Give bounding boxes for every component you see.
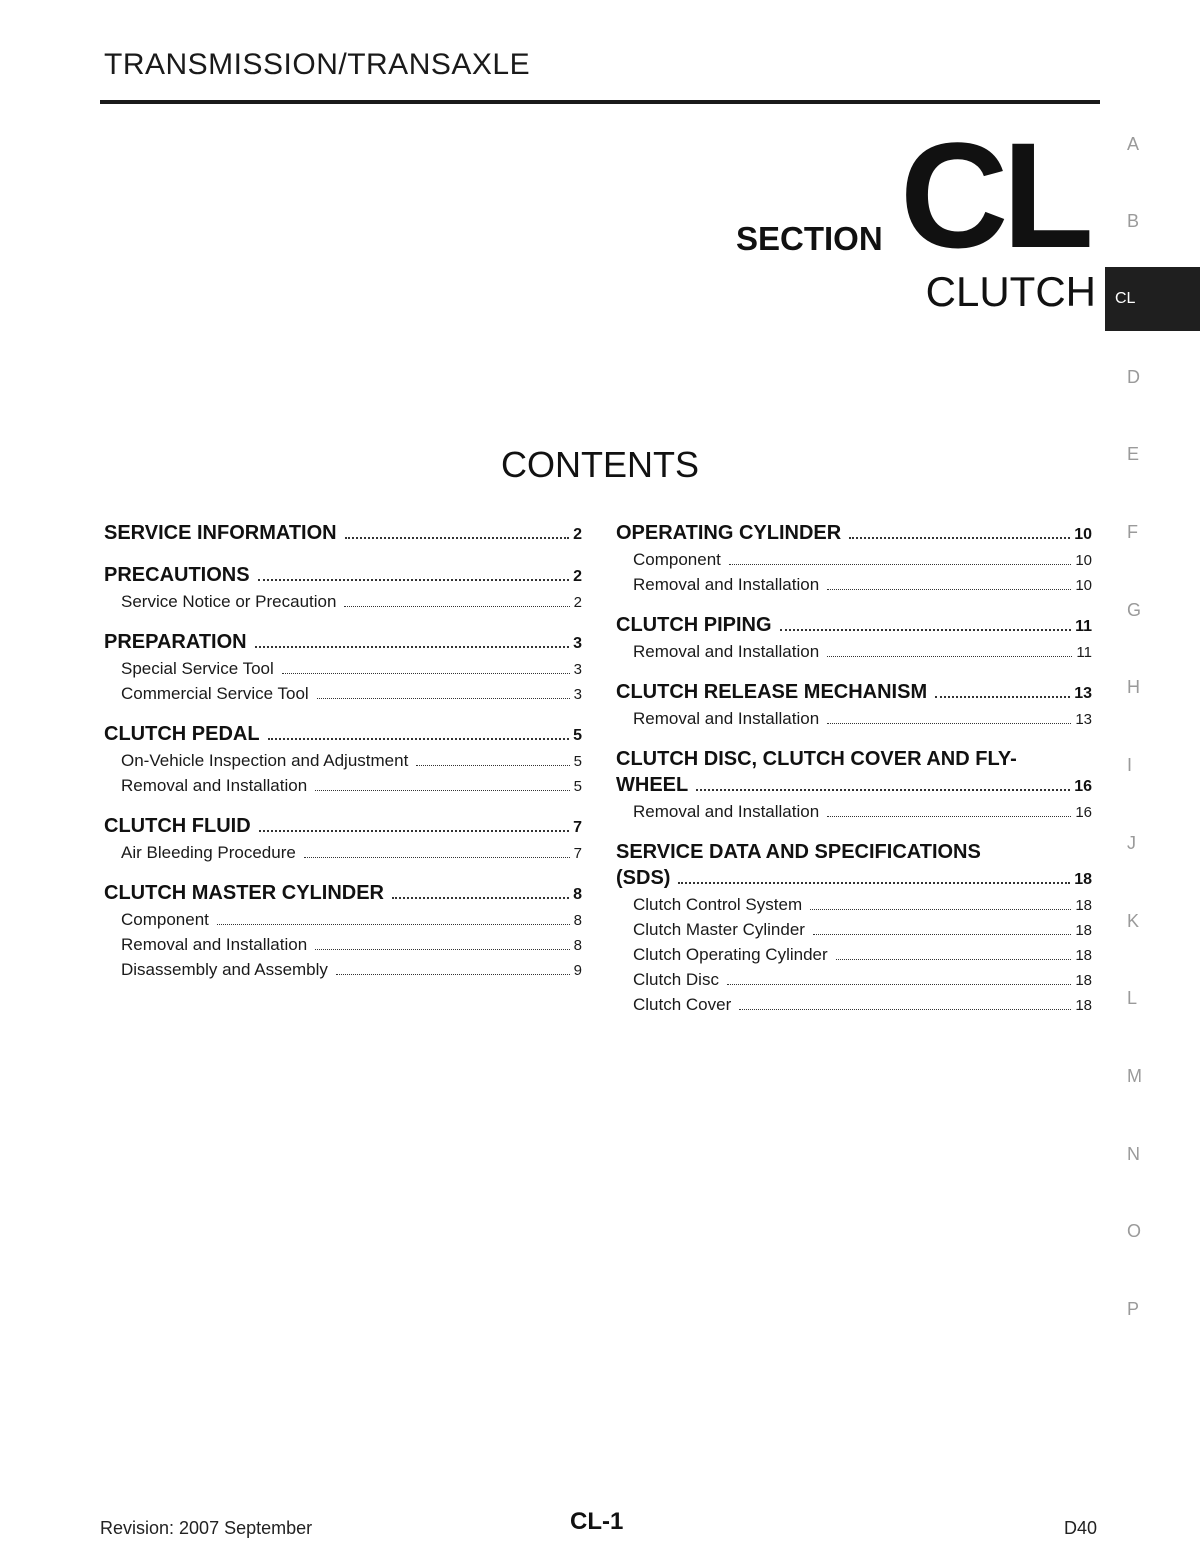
section-tab-a[interactable]: A (1127, 133, 1140, 154)
toc-group (104, 813, 582, 866)
toc-subentry-title: Clutch Operating Cylinder (633, 945, 828, 964)
toc-leader-dots (255, 646, 569, 648)
toc-leader-dots (827, 589, 1071, 590)
toc-subentry-title: Removal and Installation (121, 935, 308, 954)
toc-subentry-title: Clutch Control System (633, 895, 803, 914)
toc-subentry[interactable] (104, 774, 582, 799)
toc-entry[interactable] (104, 629, 582, 657)
toc-subentry-title: Service Notice or Precaution (121, 592, 337, 611)
toc-entry-page: 13 (1074, 685, 1092, 702)
toc-subentry-page: 7 (573, 845, 582, 862)
toc-leader-dots (317, 698, 570, 699)
toc-leader-dots (727, 984, 1071, 985)
toc-subentry[interactable] (616, 893, 1092, 918)
toc-subentry-page: 18 (1075, 972, 1092, 989)
toc-entry[interactable] (616, 520, 1092, 548)
section-tab-e[interactable]: E (1127, 444, 1140, 465)
toc-entry-title-line1[interactable] (616, 746, 1092, 772)
toc-leader-dots (780, 629, 1072, 631)
toc-leader-dots (678, 882, 1070, 884)
toc-subentry-page: 18 (1075, 997, 1092, 1014)
section-index-tabs (1105, 0, 1200, 1553)
section-tab-m[interactable]: M (1127, 1065, 1142, 1086)
toc-group (616, 746, 1092, 825)
toc-subentry[interactable] (104, 908, 582, 933)
toc-leader-dots (827, 723, 1071, 724)
toc-entry-page: 8 (573, 886, 582, 903)
section-tab-i[interactable]: I (1127, 755, 1133, 776)
toc-leader-dots (729, 564, 1071, 565)
toc-leader-dots (827, 656, 1072, 657)
toc-subentry-page: 2 (573, 594, 582, 611)
toc-subentry[interactable] (104, 682, 582, 707)
toc-entry-title-text: SERVICE DATA AND SPECIFICATIONS (616, 841, 981, 863)
toc-entry[interactable] (104, 721, 582, 749)
section-label: SECTION (736, 220, 883, 257)
toc-entry[interactable] (616, 679, 1092, 707)
section-tab-cl[interactable]: CL (1105, 267, 1200, 331)
toc-leader-dots (344, 606, 569, 607)
toc-subentry-title: Clutch Master Cylinder (633, 920, 805, 939)
toc-entry[interactable] (616, 612, 1092, 640)
toc-entry-title: PREPARATION (104, 631, 247, 653)
toc-group (104, 721, 582, 799)
toc-subentry-page: 11 (1076, 644, 1092, 661)
toc-group (104, 520, 582, 548)
toc-subentry-title: Clutch Cover (633, 995, 732, 1014)
toc-leader-dots (315, 790, 569, 791)
contents-title: CONTENTS (501, 444, 699, 485)
toc-entry-title: (SDS) (616, 867, 671, 889)
toc-leader-dots (813, 934, 1071, 935)
section-tab-g[interactable]: G (1127, 599, 1142, 620)
toc-entry-page: 10 (1074, 526, 1092, 543)
toc-subentry[interactable] (104, 590, 582, 615)
toc-left-column (104, 520, 582, 997)
toc-leader-dots (739, 1009, 1071, 1010)
toc-subentry-page: 3 (573, 686, 582, 703)
toc-subentry-title: Removal and Installation (633, 642, 820, 661)
toc-entry-title: CLUTCH MASTER CYLINDER (104, 882, 384, 904)
toc-subentry-title: Air Bleeding Procedure (121, 843, 296, 862)
toc-entry-page: 18 (1074, 871, 1092, 888)
toc-entry-title: SERVICE INFORMATION (104, 522, 337, 544)
toc-subentry[interactable] (616, 968, 1092, 993)
toc-entry[interactable] (104, 880, 582, 908)
toc-subentry[interactable] (616, 548, 1092, 573)
toc-leader-dots (810, 909, 1071, 910)
toc-leader-dots (259, 830, 569, 832)
toc-leader-dots (849, 537, 1070, 539)
toc-leader-dots (336, 974, 570, 975)
toc-entry-page: 11 (1075, 618, 1092, 635)
toc-subentry[interactable] (104, 841, 582, 866)
toc-subentry-page: 10 (1075, 552, 1092, 569)
toc-leader-dots (258, 579, 570, 581)
toc-subentry-title: Component (121, 910, 209, 929)
toc-subentry[interactable] (616, 943, 1092, 968)
toc-subentry-title: Special Service Tool (121, 659, 274, 678)
toc-leader-dots (282, 673, 570, 674)
toc-subentry-page: 18 (1075, 947, 1092, 964)
toc-entry-title-text: CLUTCH DISC, CLUTCH COVER AND FLY- (616, 748, 1017, 770)
toc-subentry[interactable] (616, 800, 1092, 825)
footer-page-code: CL-1 (570, 1508, 624, 1535)
toc-subentry-page: 5 (573, 753, 582, 770)
toc-leader-dots (268, 738, 570, 740)
toc-subentry-title: Removal and Installation (633, 709, 820, 728)
toc-subentry-title: Clutch Disc (633, 970, 719, 989)
header-rule (100, 100, 1100, 104)
toc-subentry-page: 8 (573, 937, 582, 954)
section-tab-k[interactable]: K (1127, 910, 1140, 931)
toc-subentry-page: 16 (1075, 804, 1092, 821)
toc-subentry-title: On-Vehicle Inspection and Adjustment (121, 751, 409, 770)
toc-subentry[interactable] (616, 707, 1092, 732)
section-tab-j[interactable]: J (1127, 832, 1136, 853)
toc-subentry[interactable] (616, 640, 1092, 665)
toc-subentry[interactable] (104, 749, 582, 774)
toc-leader-dots (827, 816, 1071, 817)
toc-entry-page: 5 (573, 727, 582, 744)
toc-entry-page: 7 (573, 819, 582, 836)
toc-subentry-page: 18 (1075, 922, 1092, 939)
toc-subentry-page: 10 (1075, 577, 1092, 594)
toc-entry[interactable] (104, 562, 582, 590)
toc-leader-dots (696, 789, 1070, 791)
toc-group (104, 562, 582, 615)
toc-subentry-title: Removal and Installation (633, 802, 820, 821)
toc-group (616, 520, 1092, 598)
section-tab-p[interactable]: P (1127, 1299, 1140, 1319)
section-tab-n[interactable]: N (1127, 1143, 1140, 1164)
toc-entry-title-line1[interactable] (616, 839, 1092, 865)
toc-entry-page: 3 (573, 635, 582, 652)
toc-subentry[interactable] (104, 657, 582, 682)
toc-subentry[interactable] (616, 993, 1092, 1018)
toc-subentry-page: 3 (573, 661, 582, 678)
toc-subentry-title: Removal and Installation (633, 575, 820, 594)
toc-entry[interactable] (616, 772, 1092, 800)
toc-leader-dots (392, 897, 569, 899)
section-tab-b[interactable]: B (1127, 211, 1140, 232)
toc-leader-dots (315, 949, 569, 950)
section-name: CLUTCH (925, 268, 1096, 315)
toc-subentry-page: 5 (573, 778, 582, 795)
toc-subentry[interactable] (616, 573, 1092, 598)
toc-subentry-title: Removal and Installation (121, 776, 308, 795)
toc-entry-page: 2 (573, 526, 582, 543)
toc-subentry-page: 9 (573, 962, 582, 979)
toc-subentry-title: Disassembly and Assembly (121, 960, 328, 979)
toc-subentry-page: 18 (1075, 897, 1092, 914)
toc-group (104, 880, 582, 983)
toc-subentry-title: Component (633, 550, 721, 569)
toc-right-column (616, 520, 1092, 1032)
toc-leader-dots (304, 857, 570, 858)
toc-entry-title: CLUTCH RELEASE MECHANISM (616, 681, 928, 703)
toc-subentry-page: 8 (573, 912, 582, 929)
toc-subentry[interactable] (104, 958, 582, 983)
section-tab-h[interactable]: H (1127, 677, 1140, 698)
toc-entry-page: 2 (573, 568, 582, 585)
toc-leader-dots (935, 696, 1070, 698)
toc-entry-title: CLUTCH PIPING (616, 614, 772, 636)
section-tab-d[interactable]: D (1127, 366, 1140, 387)
toc-entry-page: 16 (1074, 778, 1092, 795)
toc-subentry[interactable] (616, 918, 1092, 943)
section-tab-o[interactable]: O (1127, 1221, 1142, 1242)
toc-entry-title: PRECAUTIONS (104, 564, 250, 586)
section-code: CL (900, 111, 1088, 279)
toc-entry[interactable] (104, 520, 582, 548)
toc-group (616, 839, 1092, 1018)
toc-subentry-title: Commercial Service Tool (121, 684, 309, 703)
toc-subentry-page: 13 (1075, 711, 1092, 728)
toc-entry-title: OPERATING CYLINDER (616, 522, 842, 544)
footer-model: D40 (1064, 1518, 1098, 1538)
toc-group (104, 629, 582, 707)
toc-leader-dots (836, 959, 1072, 960)
toc-leader-dots (345, 537, 569, 539)
toc-leader-dots (217, 924, 570, 925)
section-tab-f[interactable]: F (1127, 522, 1138, 542)
toc-entry-title: CLUTCH PEDAL (104, 723, 260, 745)
toc-entry-title: WHEEL (616, 774, 689, 796)
toc-entry[interactable] (104, 813, 582, 841)
toc-group (616, 612, 1092, 665)
toc-group (616, 679, 1092, 732)
footer-revision: Revision: 2007 September (100, 1518, 313, 1538)
toc-entry[interactable] (616, 865, 1092, 893)
toc-subentry[interactable] (104, 933, 582, 958)
toc-leader-dots (416, 765, 569, 766)
header-title: TRANSMISSION/TRANSAXLE (104, 48, 531, 81)
section-tab-l[interactable]: L (1127, 988, 1138, 1009)
toc-entry-title: CLUTCH FLUID (104, 815, 251, 837)
